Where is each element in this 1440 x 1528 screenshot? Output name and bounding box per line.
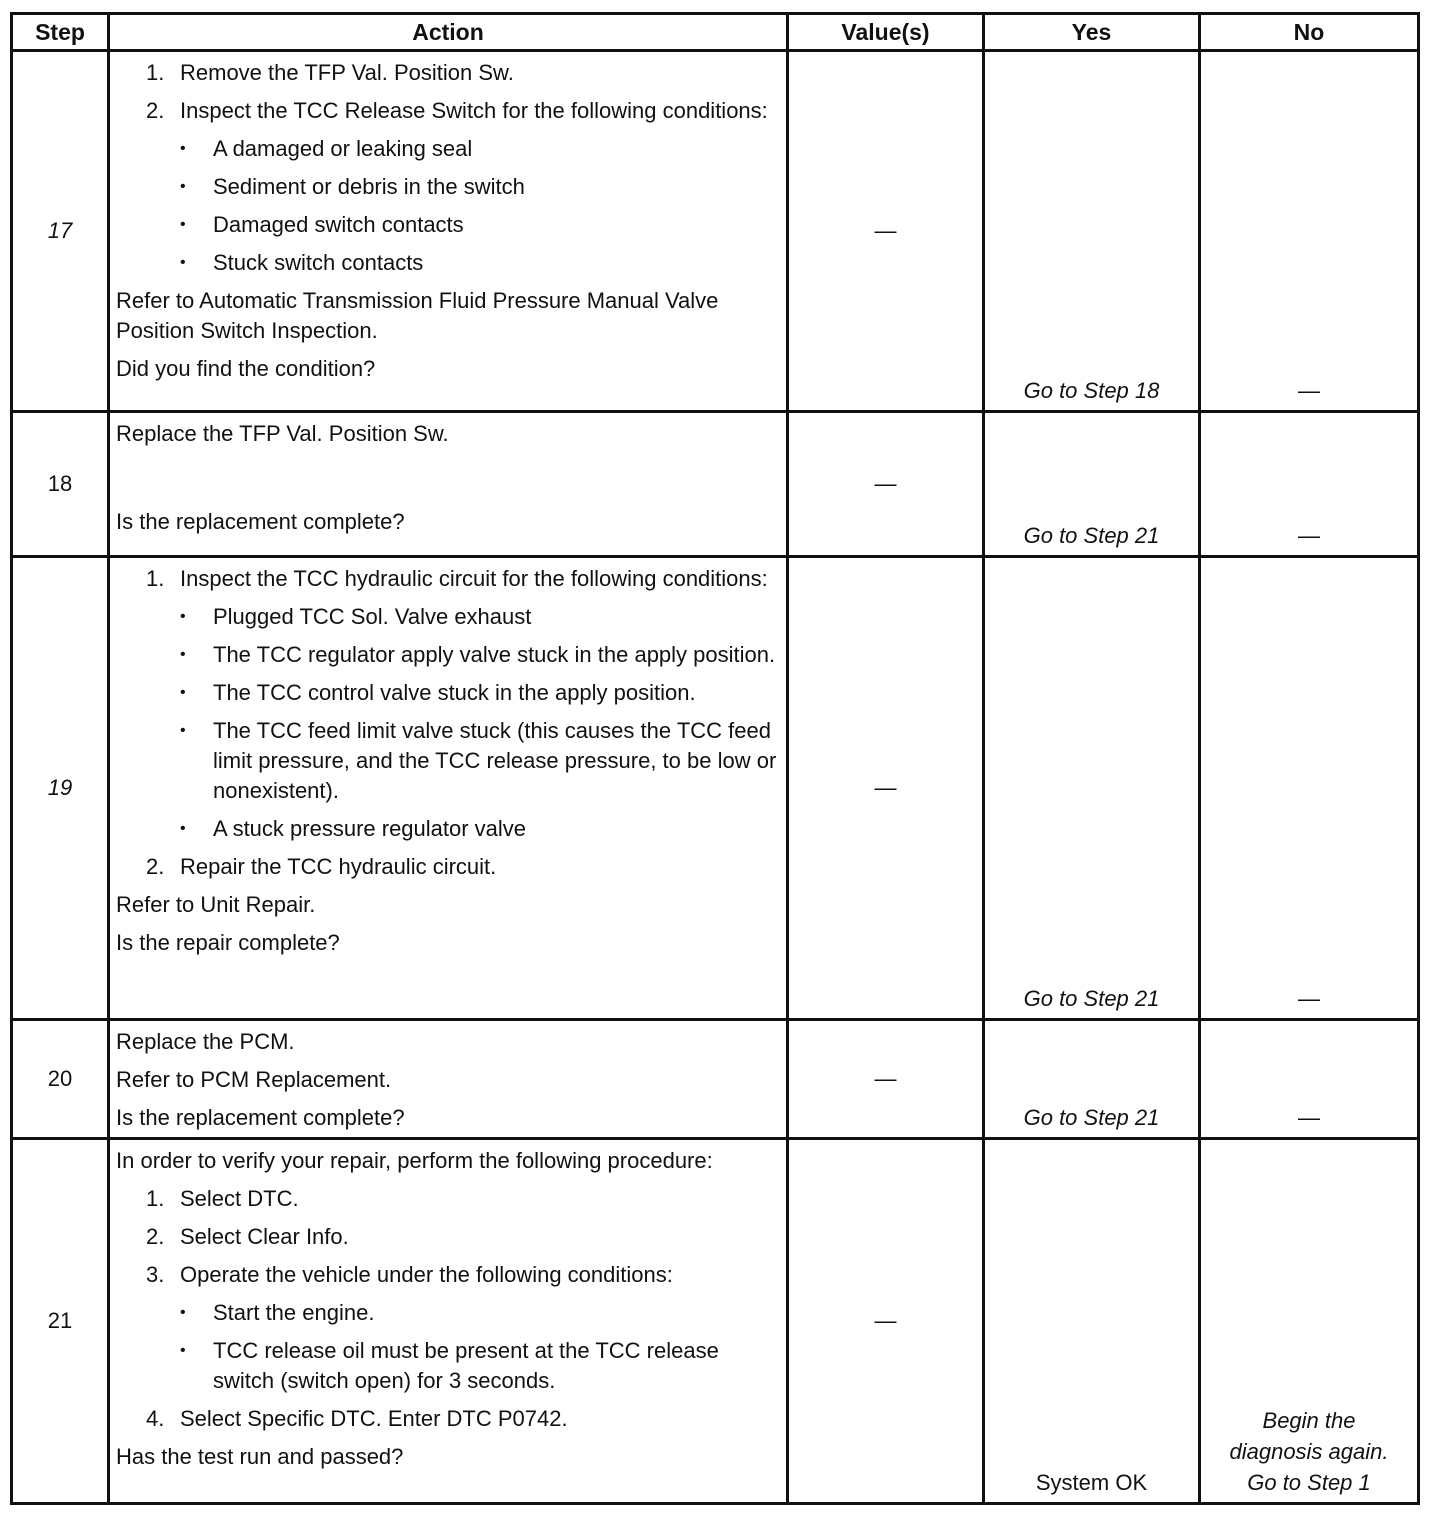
action-cell <box>109 557 788 1020</box>
action-numbered-item: 2. Repair the TCC hydraulic circuit. <box>146 854 497 879</box>
table-row-step-19 <box>12 557 1419 1020</box>
table-row-step-21 <box>12 1139 1419 1504</box>
yes-result: System OK <box>1035 1470 1148 1495</box>
table-row-step-20 <box>12 1020 1419 1139</box>
step-number: 19 <box>12 557 109 1020</box>
action-bullet-item: • TCC release oil must be present at the TCC release switch (switch open) for 3 seconds. <box>116 1336 780 1396</box>
bullet-icon: • <box>180 608 186 625</box>
header-row <box>12 14 1419 51</box>
no-cell <box>1200 51 1419 412</box>
yes-result: Go to Step 21 <box>1023 986 1160 1011</box>
action-cell <box>109 412 788 557</box>
action-text: Replace the TFP Val. Position Sw. <box>116 421 449 446</box>
action-question: Is the replacement complete? <box>116 509 405 534</box>
table-row-step-17 <box>12 51 1419 412</box>
no-result-line: Go to Step 1 <box>1247 1470 1371 1495</box>
yes-result: Go to Step 18 <box>1023 378 1160 403</box>
no-cell <box>1200 1139 1419 1504</box>
yes-cell <box>984 557 1200 1020</box>
no-result: — <box>1298 1105 1320 1130</box>
action-bullet-item: • A damaged or leaking seal <box>116 134 780 164</box>
bullet-icon: • <box>180 254 186 271</box>
header-no: No <box>1200 14 1419 51</box>
bullet-icon: • <box>180 216 186 233</box>
yes-cell <box>984 1020 1200 1139</box>
yes-result: Go to Step 21 <box>1023 523 1160 548</box>
action-question: Is the repair complete? <box>116 930 340 955</box>
yes-result: Go to Step 21 <box>1023 1105 1160 1130</box>
yes-cell <box>984 51 1200 412</box>
action-numbered-item: 3. Operate the vehicle under the following conditions: <box>146 1262 673 1287</box>
bullet-icon: • <box>180 140 186 157</box>
action-refer-text: Refer to Automatic Transmission Fluid Pressure Manual Valve Position Switch Inspection. <box>116 288 719 343</box>
action-bullet-item: • Plugged TCC Sol. Valve exhaust <box>116 602 780 632</box>
no-result-line: Begin the <box>1262 1408 1356 1433</box>
action-cell <box>109 1020 788 1139</box>
no-cell <box>1200 412 1419 557</box>
action-bullet-item: • The TCC control valve stuck in the apply position. <box>116 678 780 708</box>
bullet-icon: • <box>180 820 186 837</box>
action-question: Did you find the condition? <box>116 356 376 381</box>
action-intro: In order to verify your repair, perform the following procedure: <box>116 1148 713 1173</box>
action-bullet-item: • The TCC feed limit valve stuck (this causes the TCC feed limit pressure, and the TCC release pressure, to be low or nonexistent). <box>116 716 780 806</box>
values-cell: — <box>788 1020 984 1139</box>
no-result-line: diagnosis again. <box>1229 1439 1389 1464</box>
bullet-icon: • <box>180 178 186 195</box>
no-result: — <box>1298 986 1320 1011</box>
action-numbered-item: 2. Select Clear Info. <box>146 1224 349 1249</box>
action-text: Replace the PCM. <box>116 1029 295 1054</box>
values-cell: — <box>788 557 984 1020</box>
bullet-icon: • <box>180 722 186 739</box>
action-bullet-item: • Damaged switch contacts <box>116 210 780 240</box>
no-result: — <box>1298 523 1320 548</box>
no-cell <box>1200 557 1419 1020</box>
table-row-step-18 <box>12 412 1419 557</box>
step-number: 17 <box>12 51 109 412</box>
step-number: 20 <box>12 1020 109 1139</box>
action-refer-text: Refer to PCM Replacement. <box>116 1067 392 1092</box>
action-cell <box>109 1139 788 1504</box>
no-cell <box>1200 1020 1419 1139</box>
action-question: Is the replacement complete? <box>116 1105 405 1130</box>
bullet-icon: • <box>180 1304 186 1321</box>
action-bullet-item: • Sediment or debris in the switch <box>116 172 780 202</box>
action-numbered-item: 4. Select Specific DTC. Enter DTC P0742. <box>146 1406 568 1431</box>
action-bullet-item: • Stuck switch contacts <box>116 248 780 278</box>
values-cell: — <box>788 412 984 557</box>
step-number: 21 <box>12 1139 109 1504</box>
header-yes: Yes <box>984 14 1200 51</box>
header-step: Step <box>12 14 109 51</box>
action-refer-text: Refer to Unit Repair. <box>116 892 316 917</box>
yes-cell <box>984 1139 1200 1504</box>
yes-cell <box>984 412 1200 557</box>
action-bullet-item: • The TCC regulator apply valve stuck in the apply position. <box>116 640 780 670</box>
action-question: Has the test run and passed? <box>116 1444 404 1469</box>
no-result: — <box>1298 378 1320 403</box>
action-numbered-item: 1. Inspect the TCC hydraulic circuit for the following conditions: <box>146 566 768 591</box>
action-cell <box>109 51 788 412</box>
step-number: 18 <box>12 412 109 557</box>
values-cell: — <box>788 1139 984 1504</box>
values-cell: — <box>788 51 984 412</box>
bullet-icon: • <box>180 684 186 701</box>
action-bullet-item: • A stuck pressure regulator valve <box>116 814 780 844</box>
bullet-icon: • <box>180 1342 186 1359</box>
bullet-icon: • <box>180 646 186 663</box>
action-numbered-item: 1. Remove the TFP Val. Position Sw. <box>146 60 514 85</box>
action-bullet-item: • Start the engine. <box>116 1298 780 1328</box>
header-action: Action <box>109 14 788 51</box>
action-numbered-item: 1. Select DTC. <box>146 1186 299 1211</box>
action-numbered-item: 2. Inspect the TCC Release Switch for the following conditions: <box>146 98 768 123</box>
header-values: Value(s) <box>788 14 984 51</box>
no-result <box>1201 1405 1417 1498</box>
diagnostic-table <box>10 12 1420 1505</box>
